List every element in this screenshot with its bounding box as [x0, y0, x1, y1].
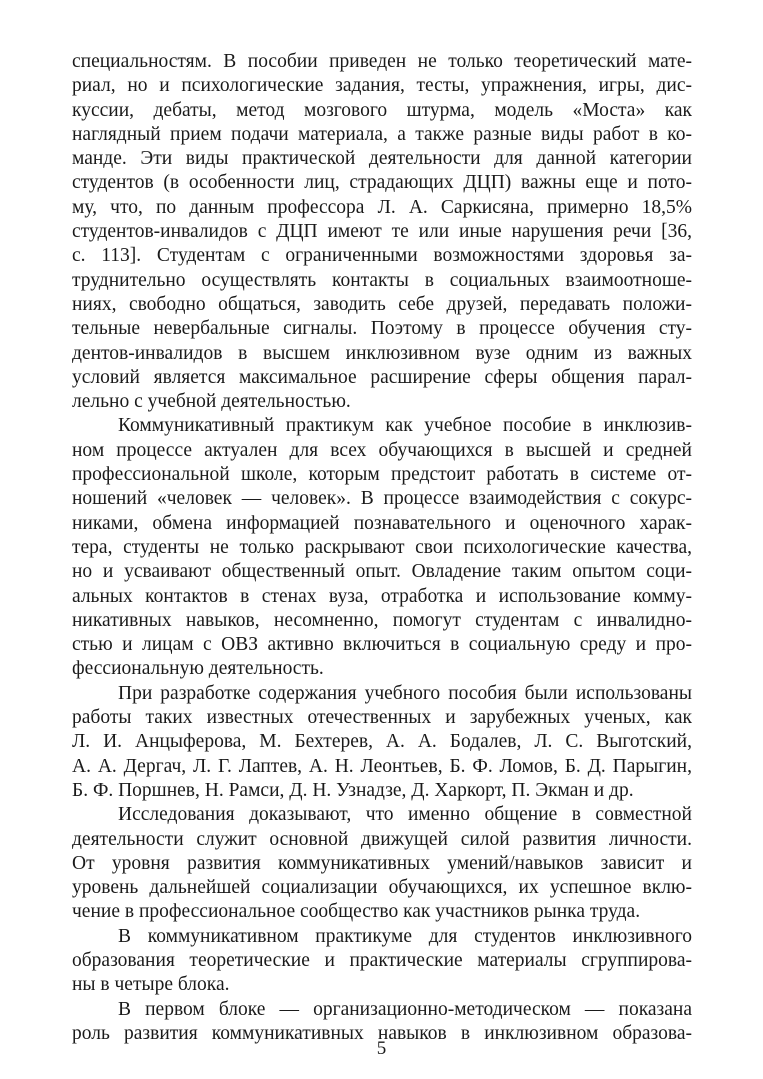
text-line: Исследования доказывают, что именно общение в совместной — [118, 804, 692, 826]
text-line: куссии, дебаты, метод мозгового штурма, модель «Моста» как — [72, 99, 692, 121]
text-line: никами, обмена информацией познавательного и оценочного харак- — [72, 512, 692, 534]
page-number: 5 — [376, 1038, 387, 1059]
text-line: Б. Ф. Поршнев, Н. Рамси, Д. Н. Узнадзе, Д. Харкорт, П. Экман и др. — [72, 779, 634, 801]
text-line: уровень дальнейшей социализации обучающихся, их успешное вклю- — [72, 877, 692, 899]
text-line: От уровня развития коммуникативных умений/навыков зависит и — [72, 852, 692, 874]
text-line: ны в четыре блока. — [72, 974, 230, 996]
text-line: труднительно осуществлять контакты в социальных взаимоотноше- — [72, 269, 692, 291]
paragraph — [72, 803, 692, 924]
text-line: Коммуникативный практикум как учебное пособие в инклюзив- — [118, 415, 692, 437]
text-line: ношений «человек — человек». В процессе взаимодействия с сокурс- — [72, 488, 692, 510]
text-line: фессиональную деятельность. — [72, 658, 324, 680]
paragraph — [72, 414, 692, 681]
text-line: условий является максимальное расширение сферы общения парал- — [72, 366, 692, 388]
text-line: чение в профессиональное сообщество как участников рынка труда. — [72, 901, 641, 923]
paragraph — [72, 50, 692, 414]
text-line: наглядный прием подачи материала, а также разные виды работ в ко- — [72, 123, 692, 145]
text-line: студентов-инвалидов с ДЦП имеют те или иные нарушения речи [36, — [72, 221, 692, 243]
paragraph — [72, 682, 692, 803]
text-line: тельные невербальные сигналы. Поэтому в процессе обучения сту- — [72, 318, 692, 340]
text-line: ном процессе актуален для всех обучающихся в высшей и средней — [72, 439, 692, 461]
text-line: Л. И. Анцыферова, М. Бехтерев, А. А. Бодалев, Л. С. Выготский, — [72, 731, 692, 753]
text-line: манде. Эти виды практической деятельности для данной категории — [72, 148, 692, 170]
text-line: но и усваивают общественный опыт. Овладение таким опытом соци- — [72, 561, 692, 583]
text-line: альных контактов в стенах вуза, отработка и использование комму- — [72, 585, 692, 607]
text-line: му, что, по данным профессора Л. А. Саркисяна, примерно 18,5% — [72, 196, 692, 218]
text-line: работы таких известных отечественных и зарубежных ученых, как — [72, 707, 692, 729]
text-line: деятельности служит основной движущей силой развития личности. — [72, 828, 692, 850]
text-line: лельно с учебной деятельностью. — [72, 391, 351, 413]
text-line: А. А. Дергач, Л. Г. Лаптев, А. Н. Леонтьев, Б. Ф. Ломов, Б. Д. Парыгин, — [72, 755, 692, 777]
text-line: ниях, свободно общаться, заводить себе друзей, передавать положи- — [72, 293, 692, 315]
text-line: с. 113]. Студентам с ограниченными возможностями здоровья за- — [72, 245, 692, 267]
text-line: роль развития коммуникативных навыков в инклюзивном образова- — [72, 1022, 692, 1044]
text-line: В коммуникативном практикуме для студентов инклюзивного — [118, 925, 692, 947]
text-line: При разработке содержания учебного пособия были использованы — [118, 682, 692, 704]
text-line: никативных навыков, несомненно, помогут студентам с инвалидно- — [72, 609, 692, 631]
text-line: стью и лицам с ОВЗ активно включиться в социальную среду и про- — [72, 634, 692, 656]
text-line: образования теоретические и практические материалы сгруппирова- — [72, 949, 692, 971]
text-line: специальностям. В пособии приведен не только теоретический мате- — [72, 51, 692, 72]
page-body — [72, 50, 692, 1046]
text-line: профессиональной школе, которым предстоит работать в системе от- — [72, 464, 692, 486]
text-line: В первом блоке — организационно-методическом — показана — [118, 998, 692, 1020]
paragraph — [72, 925, 692, 998]
text-line: дентов-инвалидов в высшем инклюзивном вузе одним из важных — [72, 342, 692, 364]
text-line: студентов (в особенности лиц, страдающих ДЦП) важны еще и пото- — [72, 172, 692, 194]
text-line: риал, но и психологические задания, тесты, упражнения, игры, дис- — [72, 75, 692, 97]
text-line: тера, студенты не только раскрывают свои психологические качества, — [72, 536, 692, 558]
